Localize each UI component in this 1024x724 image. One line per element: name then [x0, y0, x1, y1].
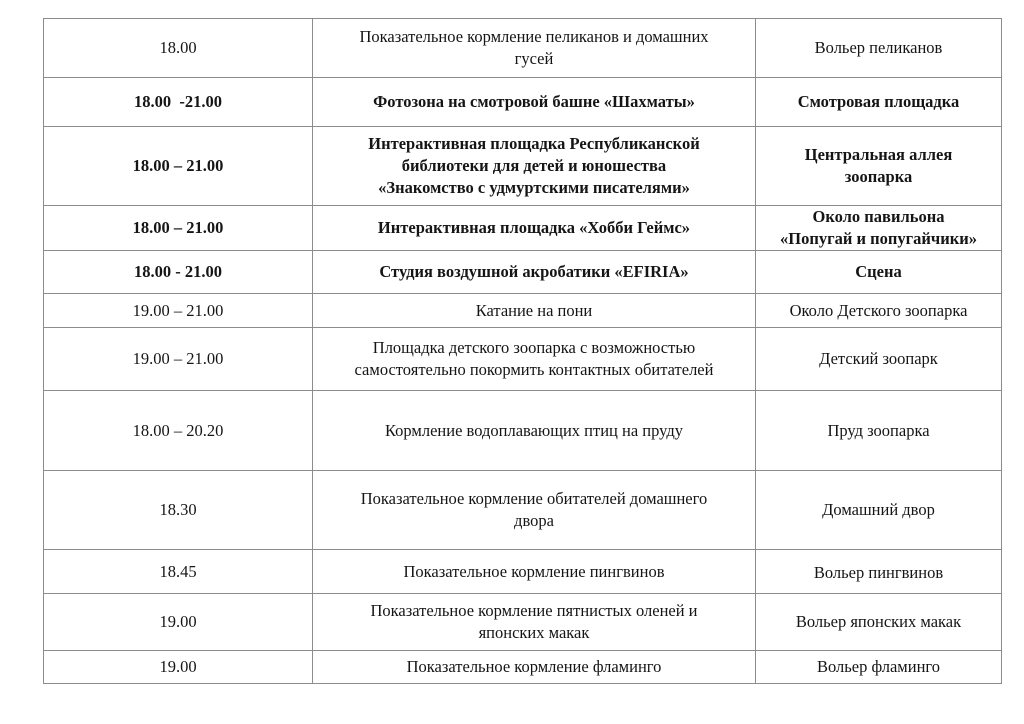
time-cell: 18.00 -21.00: [44, 78, 313, 127]
location-cell: [756, 651, 1002, 684]
table-row: [44, 294, 1002, 328]
event-line: Площадка детского зоопарка с возможностью: [372, 338, 696, 357]
location-line: Вольер пингвинов: [813, 562, 944, 582]
event-cell: [313, 550, 756, 594]
location-line: Вольер пеликанов: [814, 38, 943, 57]
time-cell: 18.00 - 21.00: [44, 251, 313, 294]
event-line: Показательное кормление пингвинов: [403, 561, 665, 581]
location-line: Вольер фламинго: [816, 657, 941, 676]
event-line: библиотеки для детей и юношества: [401, 156, 667, 175]
event-cell: [313, 594, 756, 651]
event-cell: [313, 19, 756, 78]
location-cell: [756, 127, 1002, 206]
event-cell: [313, 294, 756, 328]
location-line: Пруд зоопарка: [827, 420, 930, 440]
event-line: японских макак: [478, 623, 590, 642]
event-line: гусей: [514, 49, 554, 68]
event-line: Студия воздушной акробатики «EFIRIA»: [379, 262, 689, 281]
location-line: зоопарка: [844, 167, 913, 186]
table-row: [44, 78, 1002, 127]
schedule-table: [43, 18, 1002, 684]
location-line: Около павильона: [812, 207, 945, 226]
event-line: Показательное кормление фламинго: [406, 657, 662, 676]
time-cell: 18.45: [44, 550, 313, 594]
event-line: Интерактивная площадка Республиканской: [368, 134, 700, 153]
event-line: самостоятельно покормить контактных обитателей: [354, 360, 714, 379]
time-cell: 19.00: [44, 651, 313, 684]
table-row: [44, 19, 1002, 78]
event-cell: [313, 391, 756, 471]
time-cell: 18.00 – 21.00: [44, 127, 313, 206]
event-line: Катание на пони: [475, 300, 593, 320]
location-cell: [756, 78, 1002, 127]
time-cell: 19.00 – 21.00: [44, 328, 313, 391]
location-cell: [756, 471, 1002, 550]
location-line: Домашний двор: [822, 500, 935, 519]
table-row: [44, 206, 1002, 251]
location-cell: [756, 206, 1002, 251]
event-cell: [313, 206, 756, 251]
time-cell: 18.30: [44, 471, 313, 550]
location-cell: [756, 251, 1002, 294]
table-row: [44, 651, 1002, 684]
event-line: двора: [514, 511, 554, 530]
time-cell: 19.00 – 21.00: [44, 294, 313, 328]
table-row: [44, 550, 1002, 594]
location-cell: [756, 550, 1002, 594]
location-cell: [756, 19, 1002, 78]
event-line: Показательное кормление обитателей домашнего: [360, 489, 708, 508]
time-cell: 18.00: [44, 19, 313, 78]
event-cell: [313, 471, 756, 550]
table-row: [44, 594, 1002, 651]
location-cell: [756, 294, 1002, 328]
location-line: Центральная аллея: [804, 145, 953, 164]
location-cell: [756, 594, 1002, 651]
event-line: Интерактивная площадка «Хобби Геймс»: [377, 218, 691, 237]
event-line: «Знакомство с удмуртскими писателями»: [378, 178, 690, 197]
location-line: Вольер японских макак: [795, 612, 962, 631]
event-line: Показательное кормление пеликанов и домашних: [359, 27, 709, 46]
location-line: «Попугай и попугайчики»: [780, 229, 977, 248]
table-row: [44, 251, 1002, 294]
event-cell: [313, 78, 756, 127]
location-cell: [756, 391, 1002, 471]
table-row: [44, 127, 1002, 206]
event-line: Кормление водоплавающих птиц на пруду: [385, 420, 683, 440]
table-row: [44, 471, 1002, 550]
location-line: Детский зоопарк: [819, 349, 938, 368]
location-cell: [756, 328, 1002, 391]
location-line: Сцена: [855, 262, 902, 281]
time-cell: 18.00 – 21.00: [44, 206, 313, 251]
event-line: Фотозона на смотровой башне «Шахматы»: [373, 92, 695, 111]
event-cell: [313, 251, 756, 294]
event-line: Показательное кормление пятнистых оленей и: [370, 601, 698, 620]
event-cell: [313, 127, 756, 206]
table-row: [44, 328, 1002, 391]
location-line: Около Детского зоопарка: [789, 300, 968, 320]
time-cell: 18.00 – 20.20: [44, 391, 313, 471]
location-line: Смотровая площадка: [797, 92, 960, 111]
event-cell: [313, 651, 756, 684]
event-cell: [313, 328, 756, 391]
table-row: [44, 391, 1002, 471]
time-cell: 19.00: [44, 594, 313, 651]
